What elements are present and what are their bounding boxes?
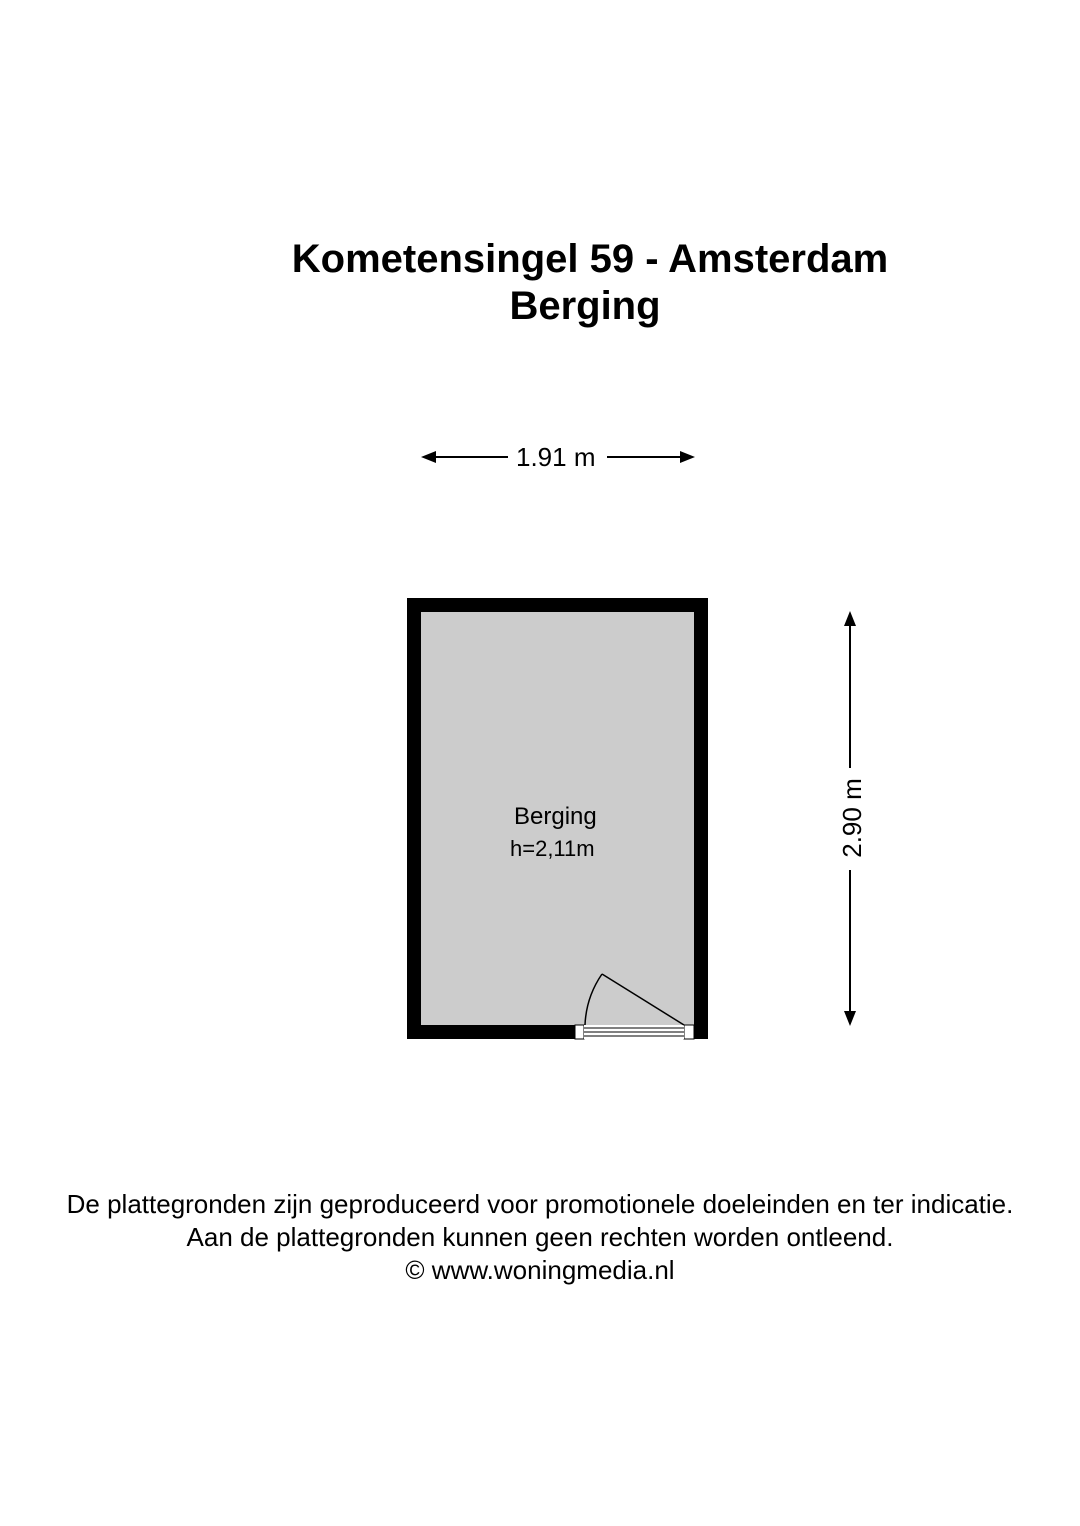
wall-left: [407, 598, 421, 1039]
page-subtitle: Berging: [509, 284, 661, 328]
door-jamb-right: [684, 1025, 694, 1039]
disclaimer-text-line2: Aan de plattegronden kunnen geen rechten worden ontleend.: [186, 1222, 894, 1252]
wall-right: [694, 598, 708, 1039]
disclaimer-text-line1: De plattegronden zijn geproduceerd voor promotionele doeleinden en ter indicatie.: [66, 1189, 1014, 1219]
door-jamb-left: [575, 1025, 584, 1039]
height-dimension-label: 2.90 m: [837, 778, 867, 858]
room-ceiling-height-label: h=2,11m: [510, 836, 595, 861]
room-name-label: Berging: [514, 803, 597, 830]
copyright-text: © www.woningmedia.nl: [405, 1255, 675, 1285]
wall-bottom: [407, 1025, 575, 1039]
page-title: Kometensingel 59 - Amsterdam: [291, 237, 889, 281]
width-dimension-label: 1.91 m: [516, 442, 596, 472]
wall-top: [407, 598, 708, 612]
